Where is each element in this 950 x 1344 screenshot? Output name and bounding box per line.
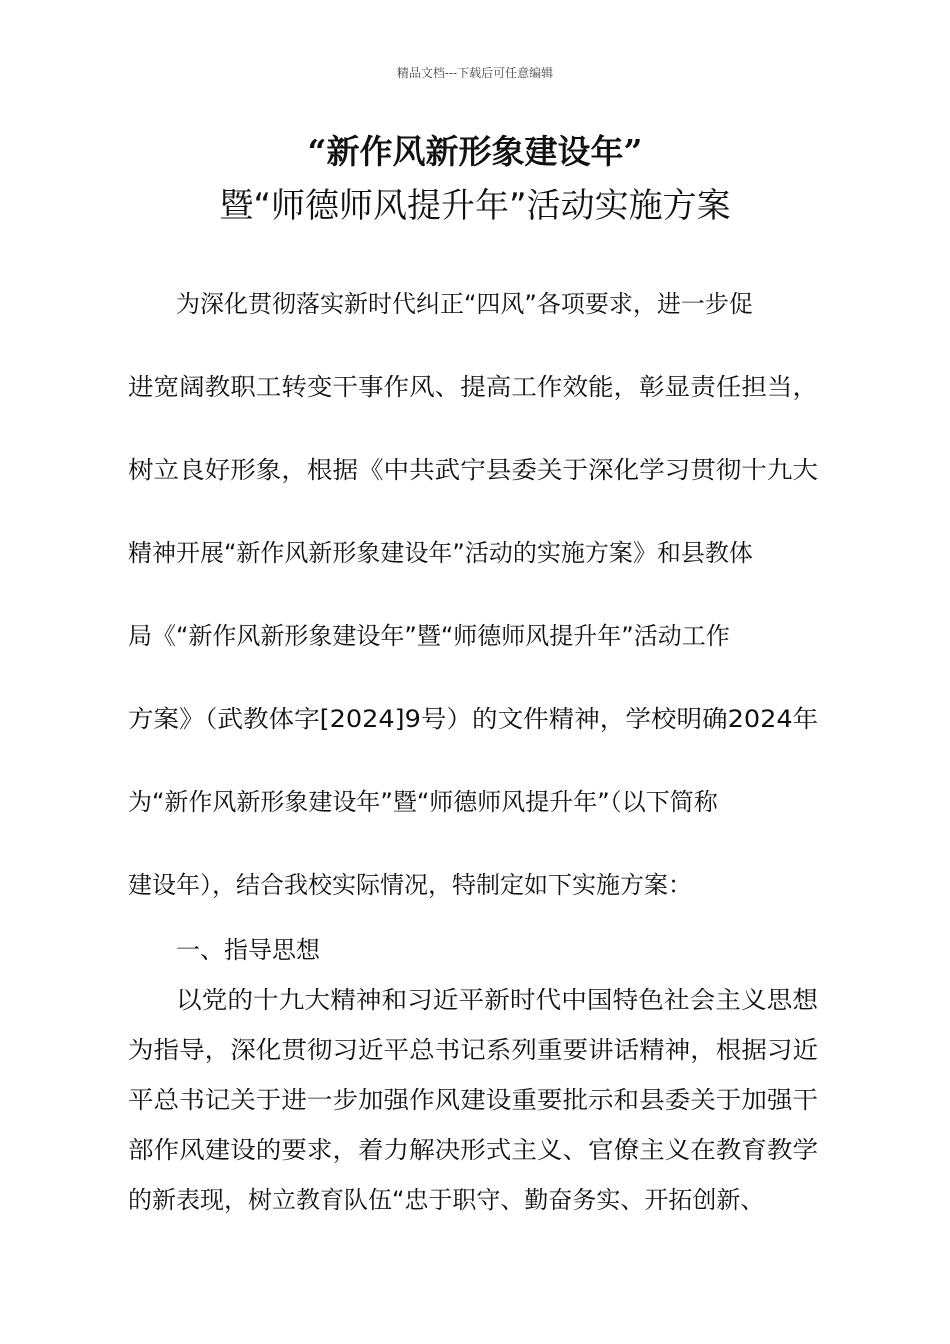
section-line: 平总书记关于进一步加强作风建设重要批示和县委关于加强干 (128, 1086, 818, 1114)
section-line: 部作风建设的要求，着力解决形式主义、官僚主义在教育教学 (128, 1136, 818, 1164)
intro-line: 建设年），结合我校实际情况，特制定如下实施方案： (128, 871, 692, 899)
intro-line: 局《“新作风新形象建设年”暨“师德师风提升年”活动工作 (128, 622, 730, 650)
section-line: 为指导，深化贯彻习近平总书记系列重要讲话精神，根据习近 (128, 1036, 818, 1064)
intro-line: 为深化贯彻落实新时代纠正“四风”各项要求，进一步促 (176, 290, 753, 318)
intro-line: 精神开展“新作风新形象建设年”活动的实施方案》和县教体 (128, 539, 753, 567)
document-title-line-1: “新作风新形象建设年” (307, 132, 643, 171)
section-line: 以党的十九大精神和习近平新时代中国特色社会主义思想 (176, 986, 819, 1014)
intro-line: 为“新作风新形象建设年”暨“师德师风提升年”（以下简称 (128, 788, 718, 816)
section-line: 的新表现，树立教育队伍“忠于职守、勤奋务实、开拓创新、 (128, 1186, 765, 1214)
document-header: 精品文档---下载后可任意编辑 (396, 66, 554, 80)
document-title-line-2: 暨“师德师风提升年”活动实施方案 (219, 186, 731, 226)
section-heading: 一、指导思想 (176, 936, 320, 964)
intro-line: 进宽阔教职工转变干事作风、提高工作效能，彰显责任担当， (128, 373, 818, 401)
intro-line: 方案》（武教体字[2024]9号）的文件精神，学校明确2024年 (128, 705, 819, 733)
intro-line: 树立良好形象，根据《中共武宁县委关于深化学习贯彻十九大 (128, 456, 818, 484)
